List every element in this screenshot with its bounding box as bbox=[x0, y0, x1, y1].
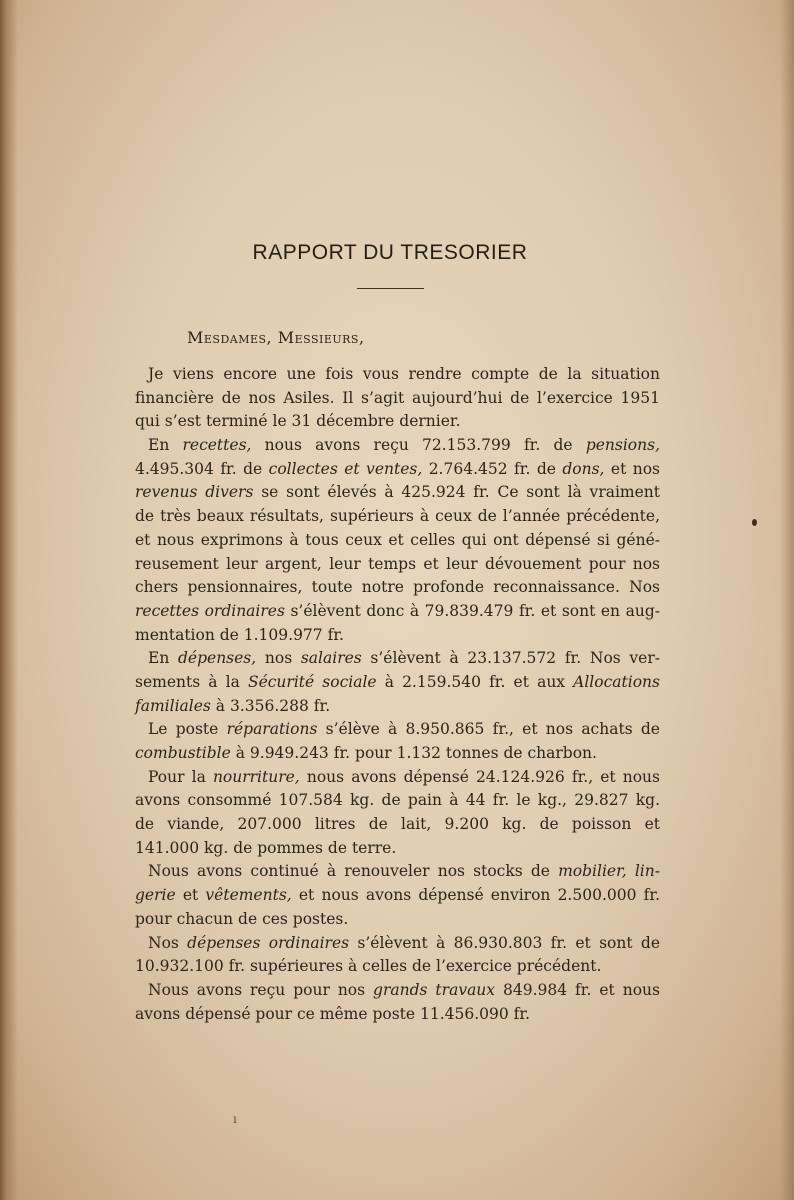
italic-term: familiales bbox=[135, 696, 211, 715]
text-run: Je viens encore une fois vous rendre compte de la situation bbox=[148, 365, 660, 383]
italic-term: pensions, bbox=[585, 436, 660, 455]
text-run: Le poste bbox=[148, 720, 227, 739]
italic-term: mobilier, lin- bbox=[558, 862, 660, 881]
italic-term: réparations bbox=[226, 720, 318, 739]
italic-term: collectes et ventes, bbox=[268, 459, 423, 478]
italic-term: Sécurité sociale bbox=[247, 672, 377, 691]
text-line bbox=[135, 908, 660, 932]
text-line bbox=[135, 410, 660, 434]
text-line bbox=[135, 789, 660, 813]
text-run: à 9.949.243 fr. pour 1.132 tonnes de charbon. bbox=[230, 744, 597, 762]
paper-speck bbox=[752, 519, 757, 526]
text-line bbox=[135, 813, 660, 837]
italic-term: dépenses, bbox=[178, 649, 257, 668]
text-run: à 2.159.540 fr. et aux bbox=[376, 672, 574, 691]
text-run: de très beaux résultats, supérieurs à ceux de l’année précédente, bbox=[135, 507, 660, 526]
text-line bbox=[135, 718, 660, 742]
italic-term: gerie bbox=[135, 886, 176, 905]
text-line bbox=[135, 695, 660, 719]
text-line bbox=[135, 624, 660, 648]
text-run: Nous avons continué à renouveler nos stocks de bbox=[148, 862, 559, 881]
text-line bbox=[135, 837, 660, 861]
text-line bbox=[135, 860, 660, 884]
text-line bbox=[135, 884, 660, 908]
text-run: et nos bbox=[604, 459, 661, 478]
text-run: reusement leur argent, leur temps et leur dévouement pour nos bbox=[135, 554, 660, 573]
italic-term: combustible bbox=[135, 744, 231, 762]
italic-term: recettes, bbox=[182, 436, 252, 455]
italic-term: vêtements, bbox=[205, 886, 292, 905]
report-body bbox=[135, 363, 660, 1026]
text-run: chers pensionnaires, toute notre profonde reconnaissance. Nos bbox=[135, 578, 660, 597]
text-run: nous avons reçu 72.153.799 fr. de bbox=[251, 436, 586, 455]
text-line bbox=[135, 553, 660, 577]
text-line bbox=[135, 647, 660, 671]
text-run: et nous avons dépensé environ 2.500.000 fr. bbox=[291, 886, 660, 905]
italic-term: revenus divers bbox=[135, 483, 254, 502]
text-line bbox=[135, 458, 660, 482]
text-run: et nous exprimons à tous ceux et celles qui ont dépensé si géné- bbox=[135, 530, 660, 549]
text-line bbox=[135, 363, 660, 387]
salutation: Mesdames, Messieurs, bbox=[187, 328, 365, 347]
text-run: de viande, 207.000 litres de lait, 9.200 kg. de poisson et bbox=[135, 815, 660, 834]
text-line bbox=[135, 600, 660, 624]
text-line bbox=[135, 481, 660, 505]
text-run: Pour la bbox=[148, 767, 213, 786]
text-line bbox=[135, 932, 660, 956]
text-run: s’élève à 8.950.865 fr., et nos achats de bbox=[317, 720, 660, 739]
text-run: 2.764.452 fr. de bbox=[422, 459, 563, 478]
text-run: avons dépensé pour ce même poste 11.456.090 fr. bbox=[135, 1004, 531, 1023]
italic-term: Allocations bbox=[573, 672, 660, 691]
text-run: pour chacun de ces postes. bbox=[135, 909, 349, 928]
text-run: se sont élevés à 425.924 fr. Ce sont là vraiment bbox=[253, 483, 661, 502]
text-run: à 3.356.288 fr. bbox=[210, 696, 331, 715]
text-run: nous avons dépensé 24.124.926 fr., et nous bbox=[299, 767, 660, 786]
text-run: s’élèvent à 86.930.803 fr. et sont de bbox=[349, 933, 660, 952]
text-line bbox=[135, 576, 660, 600]
text-run: sements à la bbox=[135, 672, 248, 691]
italic-term: dons, bbox=[562, 459, 605, 478]
text-run: Nous avons reçu pour nos bbox=[148, 980, 374, 999]
text-line bbox=[135, 979, 660, 1003]
text-line bbox=[135, 434, 660, 458]
text-run: En bbox=[148, 436, 183, 455]
title-divider bbox=[357, 288, 424, 289]
italic-term: salaires bbox=[300, 649, 362, 668]
italic-term: grands travaux bbox=[373, 980, 496, 999]
text-line bbox=[135, 387, 660, 411]
text-run: avons consommé 107.584 kg. de pain à 44 fr. le kg., 29.827 kg. bbox=[135, 791, 660, 810]
text-line bbox=[135, 1003, 660, 1027]
text-run: En bbox=[148, 649, 178, 668]
text-line bbox=[135, 742, 660, 766]
text-run: financière de nos Asiles. Il s’agit aujourd’hui de l’exercice 1951 bbox=[135, 388, 660, 407]
text-run: qui s’est terminé le 31 décembre dernier. bbox=[135, 412, 461, 431]
text-line bbox=[135, 766, 660, 790]
text-run: 849.984 fr. et nous bbox=[495, 980, 660, 999]
text-line bbox=[135, 671, 660, 695]
text-run: Nos bbox=[148, 933, 188, 952]
italic-term: dépenses ordinaires bbox=[187, 933, 350, 952]
text-run: s’élèvent à 23.137.572 fr. Nos ver- bbox=[361, 649, 660, 668]
text-run: s’élèvent donc à 79.839.479 fr. et sont en aug- bbox=[284, 601, 660, 620]
text-run: 10.932.100 fr. supérieures à celles de l’exercice précédent. bbox=[135, 957, 602, 976]
page-title: RAPPORT DU TRESORIER bbox=[252, 241, 528, 264]
text-run: mentation de 1.109.977 fr. bbox=[135, 625, 344, 644]
text-run: 4.495.304 fr. de bbox=[135, 459, 269, 478]
italic-term: nourriture, bbox=[212, 767, 300, 786]
text-run: et bbox=[175, 886, 206, 905]
text-line bbox=[135, 955, 660, 979]
text-run: 141.000 kg. de pommes de terre. bbox=[135, 838, 397, 857]
text-run: nos bbox=[256, 649, 301, 668]
text-line bbox=[135, 505, 660, 529]
page-folio: ı bbox=[233, 1112, 237, 1126]
italic-term: recettes ordinaires bbox=[135, 601, 285, 620]
text-line bbox=[135, 529, 660, 553]
